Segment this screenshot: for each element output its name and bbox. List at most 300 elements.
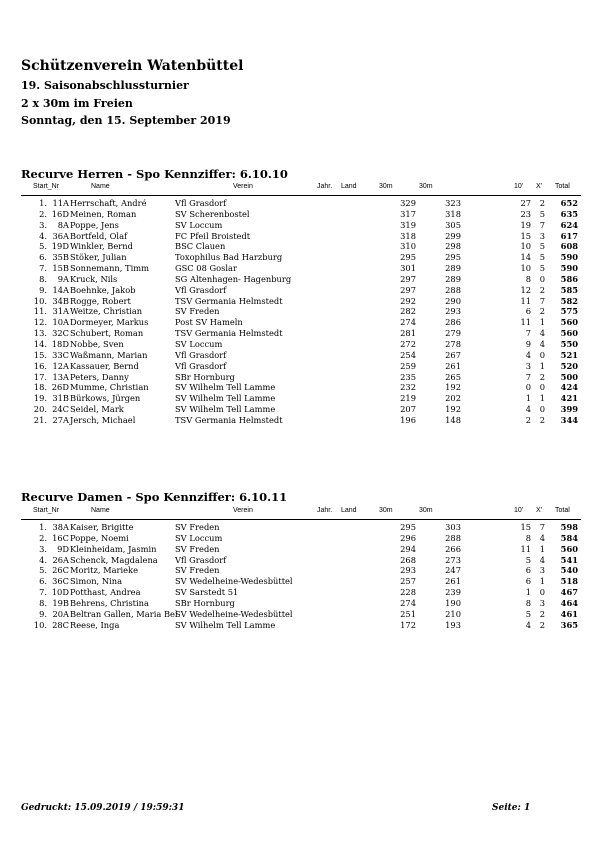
table-row	[21, 620, 581, 631]
x-count-cell: 4	[539, 532, 545, 543]
name-cell: Simon, Nina	[70, 576, 123, 587]
start-id-cell: 9A	[57, 273, 69, 284]
round1-cell: 301	[400, 263, 416, 274]
tens-cell: 4	[525, 349, 531, 360]
x-count-cell: 4	[539, 554, 545, 565]
round1-cell: 254	[400, 349, 416, 360]
start-id-cell: 16D	[51, 208, 69, 219]
club-cell: FC Pfeil Broistedt	[175, 230, 251, 241]
start-id-cell: 26C	[52, 565, 69, 576]
table-row	[21, 263, 581, 274]
name-cell: Nobbe, Sven	[70, 338, 124, 349]
x-count-cell: 3	[539, 565, 545, 576]
round1-cell: 228	[400, 587, 416, 598]
tens-cell: 4	[525, 619, 531, 630]
table-row	[21, 576, 581, 587]
name-cell: Behrens, Christina	[70, 597, 149, 608]
total-cell: 617	[560, 230, 578, 241]
rank-cell: 17.	[33, 371, 47, 382]
rank-cell: 9.	[39, 284, 47, 295]
table-row	[21, 555, 581, 566]
name-cell: Schubert, Roman	[70, 328, 144, 339]
rank-cell: 3.	[39, 219, 47, 230]
name-cell: Seidel, Mark	[70, 404, 124, 415]
total-cell: 424	[560, 382, 578, 393]
start-id-cell: 13A	[52, 371, 69, 382]
start-id-cell: 26D	[51, 382, 69, 393]
name-cell: Stöker, Julian	[70, 252, 127, 263]
name-cell: Poppe, Jens	[70, 219, 119, 230]
rank-cell: 1.	[39, 522, 47, 532]
name-cell: Moritz, Marieke	[70, 565, 138, 576]
x-count-cell: 1	[539, 317, 545, 328]
total-cell: 635	[560, 208, 578, 219]
tens-cell: 9	[525, 338, 531, 349]
club-cell: SV Wilhelm Tell Lamme	[175, 393, 276, 404]
round2-cell: 305	[445, 219, 461, 230]
round2-cell: 286	[445, 317, 461, 328]
name-cell: Jersch, Michael	[70, 414, 136, 425]
col-jahr: Jahr.	[317, 507, 333, 514]
name-cell: Kleinheidam, Jasmin	[70, 543, 157, 554]
start-id-cell: 15B	[52, 263, 69, 274]
club-cell: BSC Clauen	[175, 241, 226, 252]
round2-cell: 290	[445, 295, 461, 306]
total-cell: 560	[560, 543, 578, 554]
round2-cell: 288	[445, 532, 461, 543]
name-cell: Rogge, Robert	[70, 295, 131, 306]
start-id-cell: 24C	[52, 404, 69, 415]
round2-cell: 273	[445, 554, 461, 565]
round1-cell: 272	[400, 338, 416, 349]
total-cell: 518	[560, 576, 578, 587]
round1-cell: 296	[400, 532, 416, 543]
table-row	[21, 220, 581, 231]
start-id-cell: 34B	[52, 295, 69, 306]
total-cell: 590	[560, 263, 578, 274]
club-cell: SV Scherenbostel	[175, 208, 250, 219]
total-cell: 540	[560, 565, 578, 576]
tens-cell: 10	[520, 241, 531, 252]
table-row	[21, 533, 581, 544]
total-cell: 560	[560, 317, 578, 328]
total-cell: 598	[560, 522, 578, 532]
name-cell: Waßmann, Marian	[70, 349, 148, 360]
round2-cell: 298	[445, 241, 461, 252]
tens-cell: 1	[525, 587, 531, 598]
table-row	[21, 587, 581, 598]
table-row	[21, 339, 581, 350]
round1-cell: 310	[400, 241, 416, 252]
round1-cell: 196	[400, 414, 416, 425]
round1-cell: 219	[400, 393, 416, 404]
start-id-cell: 26A	[52, 554, 69, 565]
rank-cell: 4.	[39, 230, 47, 241]
tens-cell: 8	[525, 532, 531, 543]
tens-cell: 4	[525, 404, 531, 415]
tens-cell: 6	[525, 576, 531, 587]
col-total: Total	[555, 507, 570, 514]
discipline-line: 2 x 30m im Freien	[21, 97, 133, 110]
x-count-cell: 3	[539, 230, 545, 241]
table-row	[21, 231, 581, 242]
total-cell: 464	[560, 597, 578, 608]
rank-cell: 10.	[33, 619, 47, 630]
col-jahr: Jahr.	[317, 183, 333, 190]
round1-cell: 297	[400, 284, 416, 295]
club-cell: GSC 08 Goslar	[175, 263, 237, 274]
round1-cell: 251	[400, 608, 416, 619]
tens-cell: 15	[520, 522, 531, 532]
club-cell: Vfl Grasdorf	[175, 284, 227, 295]
col-name: Name	[91, 507, 110, 514]
tens-cell: 8	[525, 597, 531, 608]
club-cell: TSV Germania Helmstedt	[175, 295, 283, 306]
round1-cell: 282	[400, 306, 416, 317]
table-row	[21, 372, 581, 383]
x-count-cell: 3	[539, 597, 545, 608]
round1-cell: 318	[400, 230, 416, 241]
total-cell: 590	[560, 252, 578, 263]
name-cell: Bortfeld, Olaf	[70, 230, 128, 241]
tens-cell: 14	[520, 252, 531, 263]
x-count-cell: 0	[539, 349, 545, 360]
club-cell: SV Wedelheine-Wedesbüttel	[175, 608, 293, 619]
total-cell: 399	[560, 404, 578, 415]
tens-cell: 5	[525, 608, 531, 619]
name-cell: Schenck, Magdalena	[70, 554, 158, 565]
round1-cell: 294	[400, 543, 416, 554]
name-cell: Kaiser, Brigitte	[70, 522, 134, 532]
club-cell: Vfl Grasdorf	[175, 349, 227, 360]
club-cell: Vfl Grasdorf	[175, 360, 227, 371]
table-row	[21, 209, 581, 220]
club-cell: SV Wilhelm Tell Lamme	[175, 382, 276, 393]
col-x: X'	[536, 183, 543, 190]
start-id-cell: 16C	[52, 532, 69, 543]
x-count-cell: 0	[539, 273, 545, 284]
club-cell: SG Altenhagen- Hagenburg	[175, 273, 292, 284]
tens-cell: 11	[520, 295, 531, 306]
col-r2: 30m	[419, 183, 433, 190]
round2-cell: 266	[445, 543, 461, 554]
col-tens: 10'	[514, 183, 524, 190]
rank-cell: 11.	[33, 306, 47, 317]
x-count-cell: 5	[539, 241, 545, 252]
round1-cell: 268	[400, 554, 416, 565]
name-cell: Boehnke, Jakob	[70, 284, 136, 295]
rank-cell: 5.	[39, 565, 47, 576]
start-id-cell: 9D	[57, 543, 69, 554]
start-id-cell: 14A	[52, 284, 69, 295]
club-cell: SV Loccum	[175, 532, 223, 543]
round1-cell: 295	[400, 522, 416, 532]
column-header-row	[21, 505, 581, 520]
col-verein: Verein	[233, 507, 253, 514]
start-id-cell: 33C	[52, 349, 69, 360]
rank-cell: 1.	[39, 198, 47, 208]
total-cell: 652	[560, 198, 578, 208]
round1-cell: 207	[400, 404, 416, 415]
club-cell: SBr Hornburg	[175, 371, 235, 382]
round2-cell: 202	[445, 393, 461, 404]
club-title: Schützenverein Watenbüttel	[21, 58, 244, 74]
table-row	[21, 544, 581, 555]
start-id-cell: 38A	[52, 522, 69, 532]
total-cell: 608	[560, 241, 578, 252]
round2-cell: 299	[445, 230, 461, 241]
col-land: Land	[341, 183, 357, 190]
round2-cell: 303	[445, 522, 461, 532]
start-id-cell: 18D	[51, 338, 69, 349]
x-count-cell: 2	[539, 371, 545, 382]
rank-cell: 7.	[39, 263, 47, 274]
club-cell: SV Loccum	[175, 338, 223, 349]
rank-cell: 15.	[33, 349, 47, 360]
tens-cell: 15	[520, 230, 531, 241]
x-count-cell: 5	[539, 263, 545, 274]
name-cell: Potthast, Andrea	[70, 587, 141, 598]
start-id-cell: 19B	[52, 597, 69, 608]
club-cell: SV Freden	[175, 306, 220, 317]
club-cell: SV Wilhelm Tell Lamme	[175, 404, 276, 415]
club-cell: SV Freden	[175, 543, 220, 554]
col-total: Total	[555, 183, 570, 190]
start-id-cell: 35B	[52, 252, 69, 263]
start-id-cell: 31A	[52, 306, 69, 317]
x-count-cell: 2	[539, 619, 545, 630]
results-table-damen	[21, 522, 581, 630]
rank-cell: 9.	[39, 608, 47, 619]
rank-cell: 12.	[33, 317, 47, 328]
print-timestamp: Gedruckt: 15.09.2019 / 19:59:31	[21, 803, 185, 813]
col-start-nr: Start_Nr	[33, 183, 60, 190]
column-header-row	[21, 181, 581, 196]
start-id-cell: 10A	[52, 317, 69, 328]
tens-cell: 7	[525, 371, 531, 382]
start-id-cell: 11A	[52, 198, 69, 208]
name-cell: Poppe, Noemi	[70, 532, 129, 543]
x-count-cell: 4	[539, 338, 545, 349]
round1-cell: 274	[400, 597, 416, 608]
round2-cell: 261	[445, 360, 461, 371]
start-id-cell: 19D	[51, 241, 69, 252]
round2-cell: 278	[445, 338, 461, 349]
name-cell: Bürkows, Jürgen	[70, 393, 141, 404]
tens-cell: 27	[520, 198, 531, 208]
table-row	[21, 404, 581, 415]
rank-cell: 4.	[39, 554, 47, 565]
round2-cell: 265	[445, 371, 461, 382]
table-row	[21, 609, 581, 620]
round2-cell: 279	[445, 328, 461, 339]
table-row	[21, 306, 581, 317]
x-count-cell: 0	[539, 404, 545, 415]
round1-cell: 297	[400, 273, 416, 284]
club-cell: SV Freden	[175, 565, 220, 576]
rank-cell: 16.	[33, 360, 47, 371]
rank-cell: 21.	[33, 414, 47, 425]
name-cell: Weitze, Christian	[70, 306, 143, 317]
total-cell: 541	[560, 554, 578, 565]
tens-cell: 11	[520, 317, 531, 328]
club-cell: Toxophilus Bad Harzburg	[175, 252, 283, 263]
round1-cell: 235	[400, 371, 416, 382]
tens-cell: 6	[525, 565, 531, 576]
tens-cell: 23	[520, 208, 531, 219]
start-id-cell: 27A	[52, 414, 69, 425]
name-cell: Beltran Gallen, Maria Bel	[70, 608, 178, 619]
club-cell: Vfl Grasdorf	[175, 554, 227, 565]
tens-cell: 12	[520, 284, 531, 295]
total-cell: 365	[560, 619, 578, 630]
round1-cell: 274	[400, 317, 416, 328]
round2-cell: 295	[445, 252, 461, 263]
rank-cell: 2.	[39, 532, 47, 543]
rank-cell: 20.	[33, 404, 47, 415]
table-row	[21, 241, 581, 252]
round1-cell: 259	[400, 360, 416, 371]
x-count-cell: 0	[539, 382, 545, 393]
tens-cell: 7	[525, 328, 531, 339]
round2-cell: 288	[445, 284, 461, 295]
rank-cell: 7.	[39, 587, 47, 598]
x-count-cell: 0	[539, 587, 545, 598]
table-row	[21, 317, 581, 328]
start-id-cell: 28C	[52, 619, 69, 630]
club-cell: TSV Germania Helmstedt	[175, 414, 283, 425]
name-cell: Reese, Inga	[70, 619, 120, 630]
x-count-cell: 1	[539, 360, 545, 371]
total-cell: 585	[560, 284, 578, 295]
round2-cell: 239	[445, 587, 461, 598]
results-table-herren	[21, 198, 581, 426]
col-land: Land	[341, 507, 357, 514]
round2-cell: 210	[445, 608, 461, 619]
x-count-cell: 7	[539, 295, 545, 306]
x-count-cell: 2	[539, 198, 545, 208]
col-verein: Verein	[233, 183, 253, 190]
x-count-cell: 5	[539, 252, 545, 263]
table-row	[21, 598, 581, 609]
round2-cell: 192	[445, 382, 461, 393]
start-id-cell: 36C	[52, 576, 69, 587]
tens-cell: 0	[525, 382, 531, 393]
col-tens: 10'	[514, 507, 524, 514]
page-number: Seite: 1	[492, 803, 531, 813]
table-row	[21, 522, 581, 533]
round1-cell: 317	[400, 208, 416, 219]
table-row	[21, 361, 581, 372]
col-r1: 30m	[379, 507, 393, 514]
tens-cell: 1	[525, 393, 531, 404]
table-row	[21, 565, 581, 576]
name-cell: Kassauer, Bernd	[70, 360, 139, 371]
club-cell: Vfl Grasdorf	[175, 198, 227, 208]
col-r1: 30m	[379, 183, 393, 190]
club-cell: SV Loccum	[175, 219, 223, 230]
rank-cell: 13.	[33, 328, 47, 339]
col-x: X'	[536, 507, 543, 514]
club-cell: SV Sarstedt 51	[175, 587, 239, 598]
total-cell: 584	[560, 532, 578, 543]
table-row	[21, 382, 581, 393]
x-count-cell: 7	[539, 522, 545, 532]
total-cell: 582	[560, 295, 578, 306]
name-cell: Dormeyer, Markus	[70, 317, 149, 328]
total-cell: 586	[560, 273, 578, 284]
x-count-cell: 1	[539, 576, 545, 587]
x-count-cell: 7	[539, 219, 545, 230]
start-id-cell: 31B	[52, 393, 69, 404]
rank-cell: 8.	[39, 273, 47, 284]
round1-cell: 232	[400, 382, 416, 393]
club-cell: SV Freden	[175, 522, 220, 532]
tens-cell: 11	[520, 543, 531, 554]
x-count-cell: 2	[539, 284, 545, 295]
tens-cell: 19	[520, 219, 531, 230]
total-cell: 550	[560, 338, 578, 349]
event-title: 19. Saisonabschlussturnier	[21, 79, 189, 92]
round1-cell: 329	[400, 198, 416, 208]
club-cell: SV Wedelheine-Wedesbüttel	[175, 576, 293, 587]
table-row	[21, 415, 581, 426]
round2-cell: 193	[445, 619, 461, 630]
name-cell: Meinen, Roman	[70, 208, 137, 219]
col-start-nr: Start_Nr	[33, 507, 60, 514]
table-row	[21, 393, 581, 404]
total-cell: 560	[560, 328, 578, 339]
rank-cell: 18.	[33, 382, 47, 393]
rank-cell: 6.	[39, 252, 47, 263]
round2-cell: 267	[445, 349, 461, 360]
tens-cell: 8	[525, 273, 531, 284]
table-row	[21, 274, 581, 285]
total-cell: 500	[560, 371, 578, 382]
round2-cell: 247	[445, 565, 461, 576]
section-title-herren: Recurve Herren - Spo Kennziffer: 6.10.10	[21, 167, 288, 181]
name-cell: Kruck, Nils	[70, 273, 118, 284]
table-row	[21, 252, 581, 263]
table-row	[21, 296, 581, 307]
name-cell: Peters, Danny	[70, 371, 129, 382]
round2-cell: 289	[445, 273, 461, 284]
round2-cell: 323	[445, 198, 461, 208]
round2-cell: 261	[445, 576, 461, 587]
tens-cell: 5	[525, 554, 531, 565]
total-cell: 421	[560, 393, 578, 404]
total-cell: 575	[560, 306, 578, 317]
name-cell: Herrschaft, André	[70, 198, 147, 208]
round1-cell: 293	[400, 565, 416, 576]
round1-cell: 292	[400, 295, 416, 306]
name-cell: Sonnemann, Timm	[70, 263, 149, 274]
rank-cell: 8.	[39, 597, 47, 608]
total-cell: 344	[560, 414, 578, 425]
col-name: Name	[91, 183, 110, 190]
start-id-cell: 20A	[52, 608, 69, 619]
total-cell: 467	[560, 587, 578, 598]
round1-cell: 319	[400, 219, 416, 230]
x-count-cell: 2	[539, 608, 545, 619]
total-cell: 624	[560, 219, 578, 230]
round1-cell: 172	[400, 619, 416, 630]
total-cell: 461	[560, 608, 578, 619]
table-row	[21, 285, 581, 296]
name-cell: Winkler, Bernd	[70, 241, 133, 252]
round1-cell: 257	[400, 576, 416, 587]
round2-cell: 190	[445, 597, 461, 608]
